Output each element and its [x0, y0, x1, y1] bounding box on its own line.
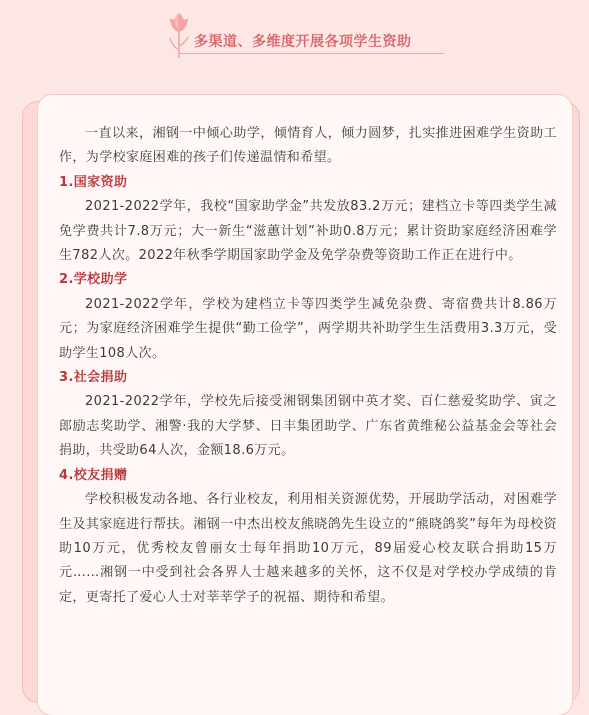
- section-body-school-aid: 2021-2022学年，学校为建档立卡等四类学生减免杂费、寄宿费共计8.86万元；为家庭经济困难学生提供“勤工俭学”，两学期共补助学生生活费用3.3万元，受助学生108人次。: [59, 296, 557, 361]
- section-header: [0, 0, 589, 70]
- article-body: [59, 122, 557, 610]
- intro-paragraph: 一直以来，湘钢一中倾心助学，倾情育人，倾力圆梦，扎实推进困难学生资助工作，为学校家庭困难的孩子们传递温情和希望。: [59, 126, 557, 166]
- title-underline: [180, 53, 444, 54]
- section-body-national-aid: 2021-2022学年，我校“国家助学金”共发放83.2万元；建档立卡等四类学生减免学费共计7.8万元；大一新生“滋蕙计划”补助0.8万元；累计资助家庭经济困难学生782人次。2022年秋季学期国家助学金及免学杂费等资助工作正在进行中。: [59, 199, 557, 264]
- section-body-social-donation: 2021-2022学年，学校先后接受湘钢集团钢中英才奖、百仁慈爱奖助学、寅之郎励志奖助学、湘警·我的大学梦、日丰集团助学、广东省黄维秘公益基金会等社会捐助，共受助64人次，金额18.6万元。: [59, 394, 557, 459]
- section-title: 多渠道、多维度开展各项学生资助: [194, 34, 412, 50]
- section-heading-school-aid: 2.学校助学: [59, 272, 128, 288]
- section-heading-social-donation: 3.社会捐助: [59, 370, 128, 386]
- section-heading-alumni-donation: 4.校友捐赠: [59, 467, 128, 483]
- section-body-alumni-donation: 学校积极发动各地、各行业校友，利用相关资源优势，开展助学活动，对困难学生及其家庭进行帮扶。湘钢一中杰出校友熊晓鸽先生设立的“熊晓鸽奖”每年为母校资助10万元，优秀校友曾丽女士每年捐助10万元，89届爱心校友联合捐助15万元……湘钢一中受到社会各界人士越来越多的关怀，这不仅是对学校办学成绩的肯定，更寄托了爱心人士对莘莘学子的祝福、期待和希望。: [59, 492, 557, 605]
- section-heading-national-aid: 1.国家资助: [59, 174, 128, 190]
